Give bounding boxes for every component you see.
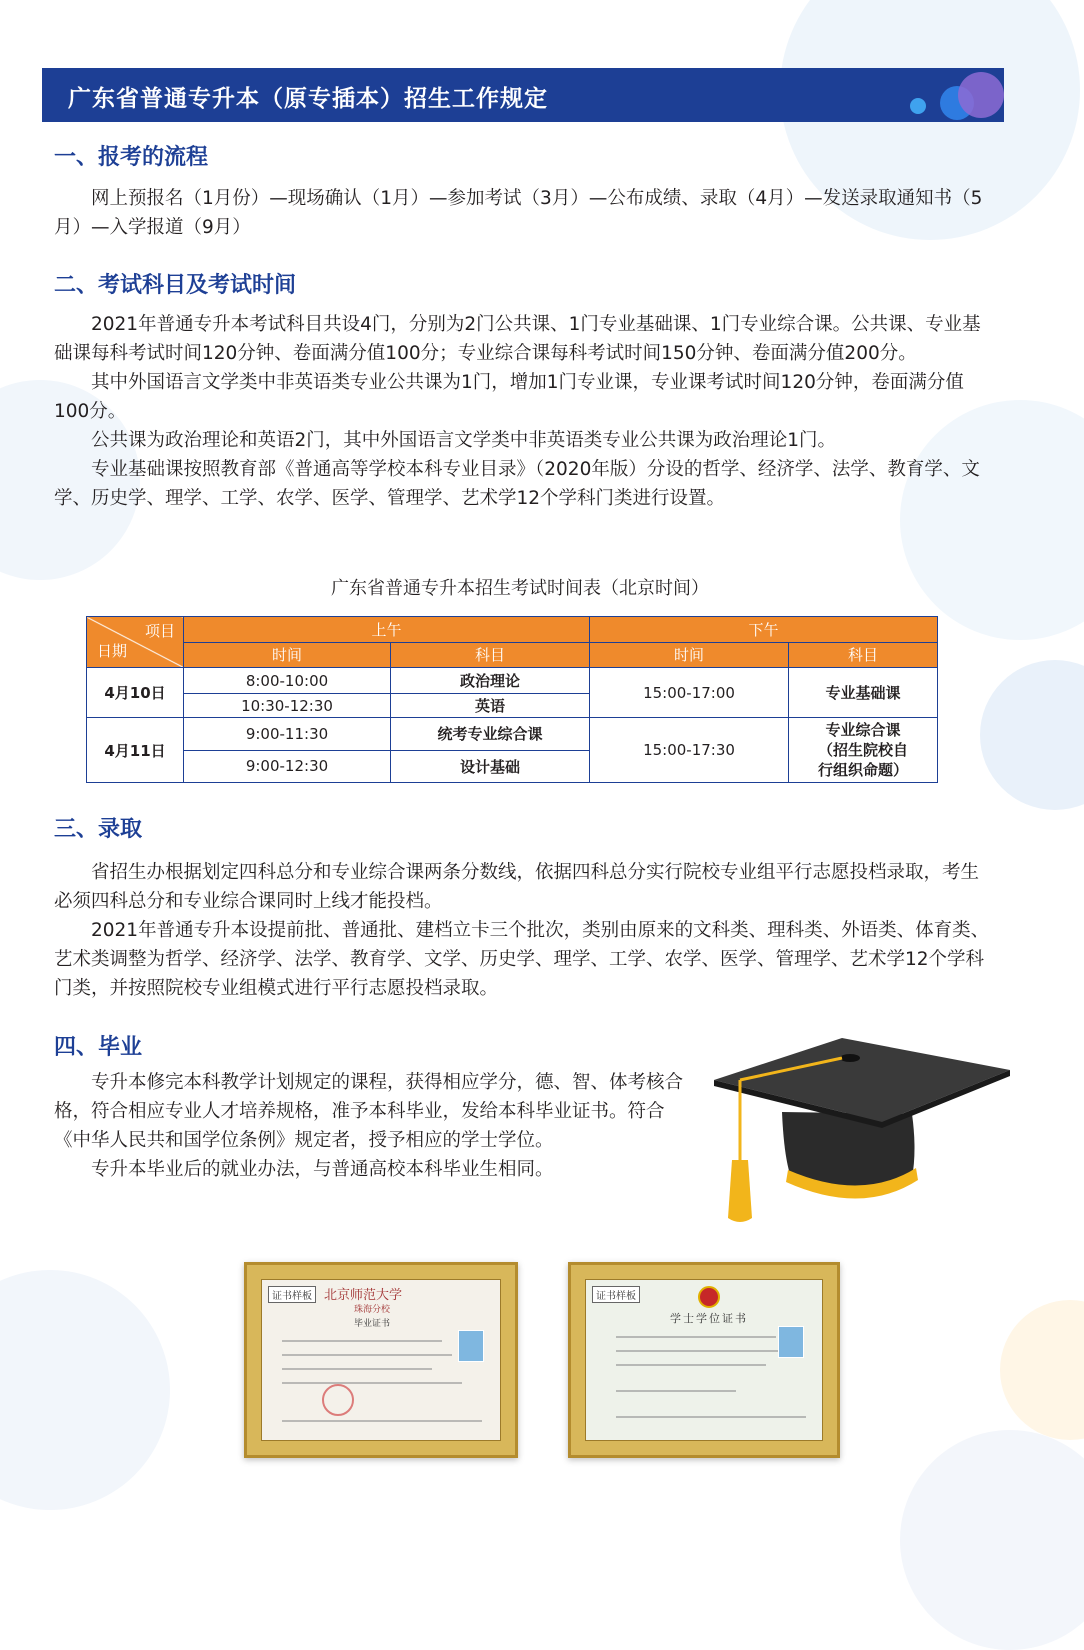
time-cell: 10:30-12:30: [184, 694, 391, 718]
subjects-paragraph: 2021年普通专升本考试科目共设4门，分别为2门公共课、1门专业基础课、1门专业综合课。公共课、专业基础课每科考试时间120分钟、卷面满分值100分；专业综合课每科考试时间150分钟、卷面满分值200分。: [54, 314, 981, 364]
decor-dot-icon: [910, 98, 926, 114]
certificate-photo: [778, 1326, 804, 1358]
text-line: [616, 1364, 766, 1366]
subject-cell: 专业基础课: [789, 668, 938, 718]
graduation-paragraph: 专升本修完本科教学计划规定的课程，获得相应学分，德、智、体考核合格，符合相应专业人才培养规格，准予本科毕业，发给本科毕业证书。符合《中华人民共和国学位条例》规定者，授予相应的学士学位。: [54, 1072, 684, 1151]
national-emblem-icon: [698, 1286, 720, 1308]
certificate-sample-tag: 证书样板: [268, 1286, 316, 1303]
section-heading-process: 一、报考的流程: [54, 145, 209, 170]
text-line: [616, 1336, 776, 1338]
text-line: [616, 1390, 736, 1392]
background-dot: [900, 1430, 1084, 1650]
section-heading-subjects: 二、考试科目及考试时间: [54, 273, 297, 298]
section-heading-graduation: 四、毕业: [54, 1035, 143, 1060]
header-pm: 下午: [590, 617, 938, 643]
certificate-school-name: 北京师范大学: [324, 1288, 403, 1303]
text-line: [282, 1340, 442, 1342]
process-text: 网上预报名（1月份）—现场确认（1月）—参加考试（3月）—公布成绩、录取（4月）—发送录取通知书（5月）—入学报道（9月）: [54, 188, 983, 238]
time-cell: 9:00-12:30: [184, 750, 391, 783]
header-pm-time: 时间: [590, 642, 789, 668]
certificate-title: 学士学位证书: [670, 1312, 748, 1325]
subjects-paragraph: 公共课为政治理论和英语2门，其中外国语言文学类中非英语类专业公共课为政治理论1门。: [91, 430, 837, 451]
subject-cell: 英语: [391, 694, 590, 718]
subject-cell: 统考专业综合课: [391, 718, 590, 751]
title-bar: [42, 68, 1004, 122]
admission-paragraph: 省招生办根据划定四科总分和专业综合课两条分数线，依据四科总分实行院校专业组平行志愿投档录取，考生必须四科总分和专业综合课同时上线才能投档。: [54, 862, 980, 912]
time-cell: 8:00-10:00: [184, 668, 391, 694]
text-line: [282, 1368, 432, 1370]
header-am-subject: 科目: [391, 642, 590, 668]
header-am: 上午: [184, 617, 590, 643]
graduation-certificate-image: [244, 1262, 518, 1458]
date-cell: 4月10日: [87, 668, 184, 718]
graduation-paragraph: 专升本毕业后的就业办法，与普通高校本科毕业生相同。: [91, 1159, 554, 1180]
table-row: [87, 668, 938, 694]
background-dot: [1000, 1300, 1084, 1440]
section-subjects-body: [54, 310, 996, 513]
section-process-body: [54, 184, 996, 242]
certificate-photo: [458, 1330, 484, 1362]
subjects-paragraph: 其中外国语言文学类中非英语类专业公共课为1门，增加1门专业课，专业课考试时间120分钟，卷面满分值100分。: [54, 372, 964, 422]
certificate-sheet: [585, 1279, 823, 1441]
subjects-paragraph: 专业基础课按照教育部《普通高等学校本科专业目录》（2020年版）分设的哲学、经济学、法学、教育学、文学、历史学、理学、工学、农学、医学、管理学、艺术学12个学科门类进行设置。: [54, 459, 980, 509]
corner-label-item: 项目: [144, 622, 175, 640]
exam-schedule-table: [86, 616, 938, 783]
decor-dot-icon: [958, 72, 1004, 118]
certificate-title: 毕业证书: [354, 1319, 391, 1329]
certificate-campus: 珠海分校: [354, 1305, 391, 1315]
corner-label-date: 日期: [97, 642, 128, 660]
table-caption: 广东省普通专升本招生考试时间表（北京时间）: [331, 578, 709, 599]
time-cell: 15:00-17:00: [590, 668, 789, 718]
subject-cell: 政治理论: [391, 668, 590, 694]
time-cell: 15:00-17:30: [590, 718, 789, 783]
text-line: [282, 1382, 462, 1384]
time-cell: 9:00-11:30: [184, 718, 391, 751]
table-corner-cell: [87, 617, 184, 668]
degree-certificate-image: [568, 1262, 840, 1458]
subject-cell: 专业综合课（招生院校自行组织命题）: [789, 718, 938, 783]
section-graduation-body: [54, 1068, 694, 1184]
date-cell: 4月11日: [87, 718, 184, 783]
header-pm-subject: 科目: [789, 642, 938, 668]
background-dot: [980, 660, 1084, 810]
header-am-time: 时间: [184, 642, 391, 668]
subject-cell: 设计基础: [391, 750, 590, 783]
text-line: [616, 1416, 806, 1418]
page-title: 广东省普通专升本（原专插本）招生工作规定: [68, 86, 548, 112]
section-admission-body: [54, 858, 996, 1003]
text-line: [282, 1420, 482, 1422]
text-line: [282, 1354, 452, 1356]
graduation-cap-icon: [712, 1030, 1012, 1230]
certificate-sample-tag: 证书样板: [592, 1286, 640, 1303]
admission-paragraph: 2021年普通专升本设提前批、普通批、建档立卡三个批次，类别由原来的文科类、理科类、外语类、体育类、艺术类调整为哲学、经济学、法学、教育学、文学、历史学、理学、工学、农学、医学、管理学、艺术学12个学科门类，并按照院校专业组模式进行平行志愿投档录取。: [54, 920, 990, 999]
text-line: [616, 1350, 786, 1352]
section-heading-admission: 三、录取: [54, 817, 143, 842]
seal-icon: [322, 1384, 354, 1416]
table-row: [87, 718, 938, 751]
certificate-sheet: [261, 1279, 501, 1441]
background-dot: [0, 1270, 170, 1510]
